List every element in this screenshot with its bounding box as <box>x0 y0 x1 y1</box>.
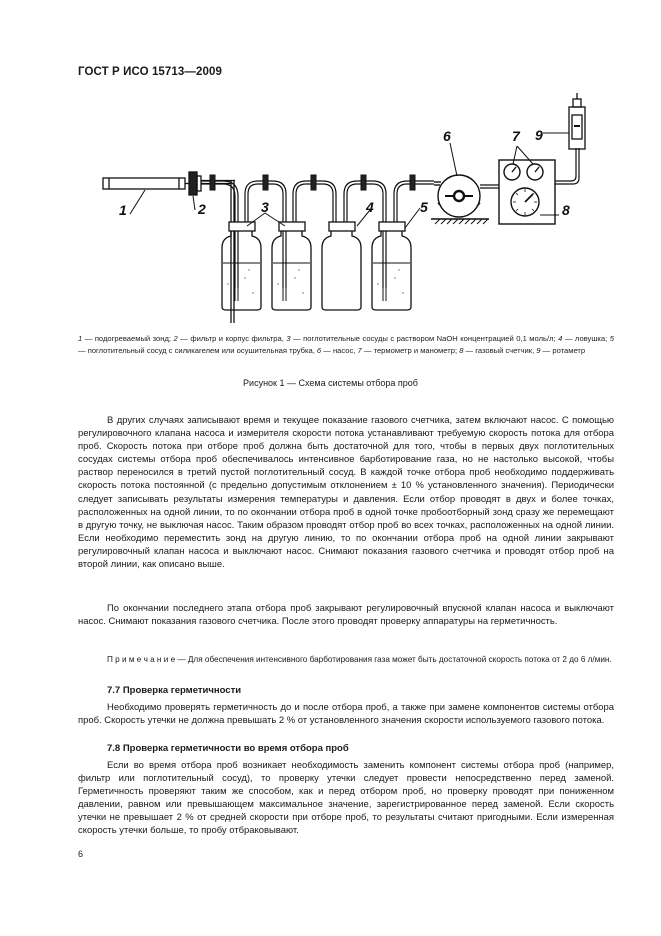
trap-vessel <box>322 228 361 310</box>
filter-housing <box>189 172 197 195</box>
absorber-vessel-2 <box>272 228 311 310</box>
label-1: 1 <box>119 202 127 218</box>
figure-legend: 1 — подогреваемый зонд; 2 — фильтр и корпус фильтра, 3 — поглотительные сосуды с раствором NaOH концентрацией 0,1 моль/л; 4 — ловушка; 5 — поглотительный сосуд с силикагелем или осушительная трубка, 6 — насос, 7 — термометр и манометр; 8 — газовый счетчик, 9 — ротаметр <box>78 334 614 355</box>
label-2: 2 <box>198 201 206 217</box>
heated-probe <box>103 178 185 189</box>
note: П р и м е ч а н и е — Для обеспечения интенсивного барботирования газа может быть достаточной скорость потока от 2 до 6 л/мин. <box>107 655 612 664</box>
label-7: 7 <box>512 128 520 144</box>
label-3: 3 <box>261 199 269 215</box>
label-8: 8 <box>562 202 570 218</box>
section-heading-7-7: 7.7 Проверка герметичности <box>107 685 242 696</box>
label-6: 6 <box>443 128 451 144</box>
page-number: 6 <box>78 849 84 859</box>
document-header: ГОСТ Р ИСО 15713—2009 <box>78 66 223 78</box>
label-5: 5 <box>420 199 428 215</box>
silica-vessel <box>372 228 411 310</box>
paragraph-finish: По окончании последнего этапа отбора проб закрывают регулировочный впускной клапан насоса и выключают насос. Снимают показания газового счетчика. После этого проводят проверку аппаратуры на герметичность. <box>78 603 614 628</box>
figure-title: Рисунок 1 — Схема системы отбора проб <box>243 378 418 388</box>
absorber-vessel-1 <box>222 228 261 310</box>
sampling-system-diagram <box>95 88 605 323</box>
paragraph-leak-check-during: Если во время отбора проб возникает необходимость заменить компонент системы отбора проб (например, фильтр или поглотительный сосуд), то проверку утечки следует провести непосредственно перед заменой. Герметичность проверяют таким же способом, как и перед отбором проб, но проверку проводят при пониженном давлении, равном или превышающем максимальное значение, зарегистрированное перед заменой. Если скорость утечки не превышает 2 % от средней скорости при отборе проб, то результаты считают пригодными. Если измеренная скорость утечки больше, то пробу отбраковывают. <box>78 760 614 837</box>
label-4: 4 <box>366 199 374 215</box>
paragraph-procedure: В других случаях записывают время и текущее показание газового счетчика, затем включают насос. С помощью регулировочного клапана насоса и измерителя скорости потока устанавливают требуемую скорость потока для отбора проб. Скорость потока при отборе проб должна быть достаточной для того, чтобы в первых двух поглотительных сосудах системы отбора проб обеспечивалось интенсивное барботирование газа, но не настолько высокой, чтобы раствор переносился в третий пустой поглотительный сосуд. В каждой точке отбора проб необходимо поддерживать скорость потока постоянной (с предельно допустимым отклонением ± 10 % установленного значения). Периодически следует записывать результаты измерения температуры и давления. Если отбор проводят в двух и более точках, расположенных на одной линии, то по окончании отбора проб в одной точке пробоотборный зонд сразу же перемещают в другую точку, не выключая насос. Таким образом проводят отбор проб во всех точках, расположенных на одной линии. Если необходимо переместить зонд на другую линию, то по окончании отбора проб на одной линии закрывают регулировочный клапан насоса и выключают насос. Снимают показания газового счетчика и проводят отбор проб на второй линии, как описано выше. <box>78 415 614 571</box>
label-9: 9 <box>535 127 543 143</box>
paragraph-leak-check: Необходимо проверять герметичность до и после отбора проб, а также при замене компонентов системы отбора проб. Скорость утечки не должна превышать 2 % от установленного значения скорости используемого газового потока. <box>78 702 614 727</box>
section-heading-7-8: 7.8 Проверка герметичности во время отбора проб <box>107 743 349 754</box>
